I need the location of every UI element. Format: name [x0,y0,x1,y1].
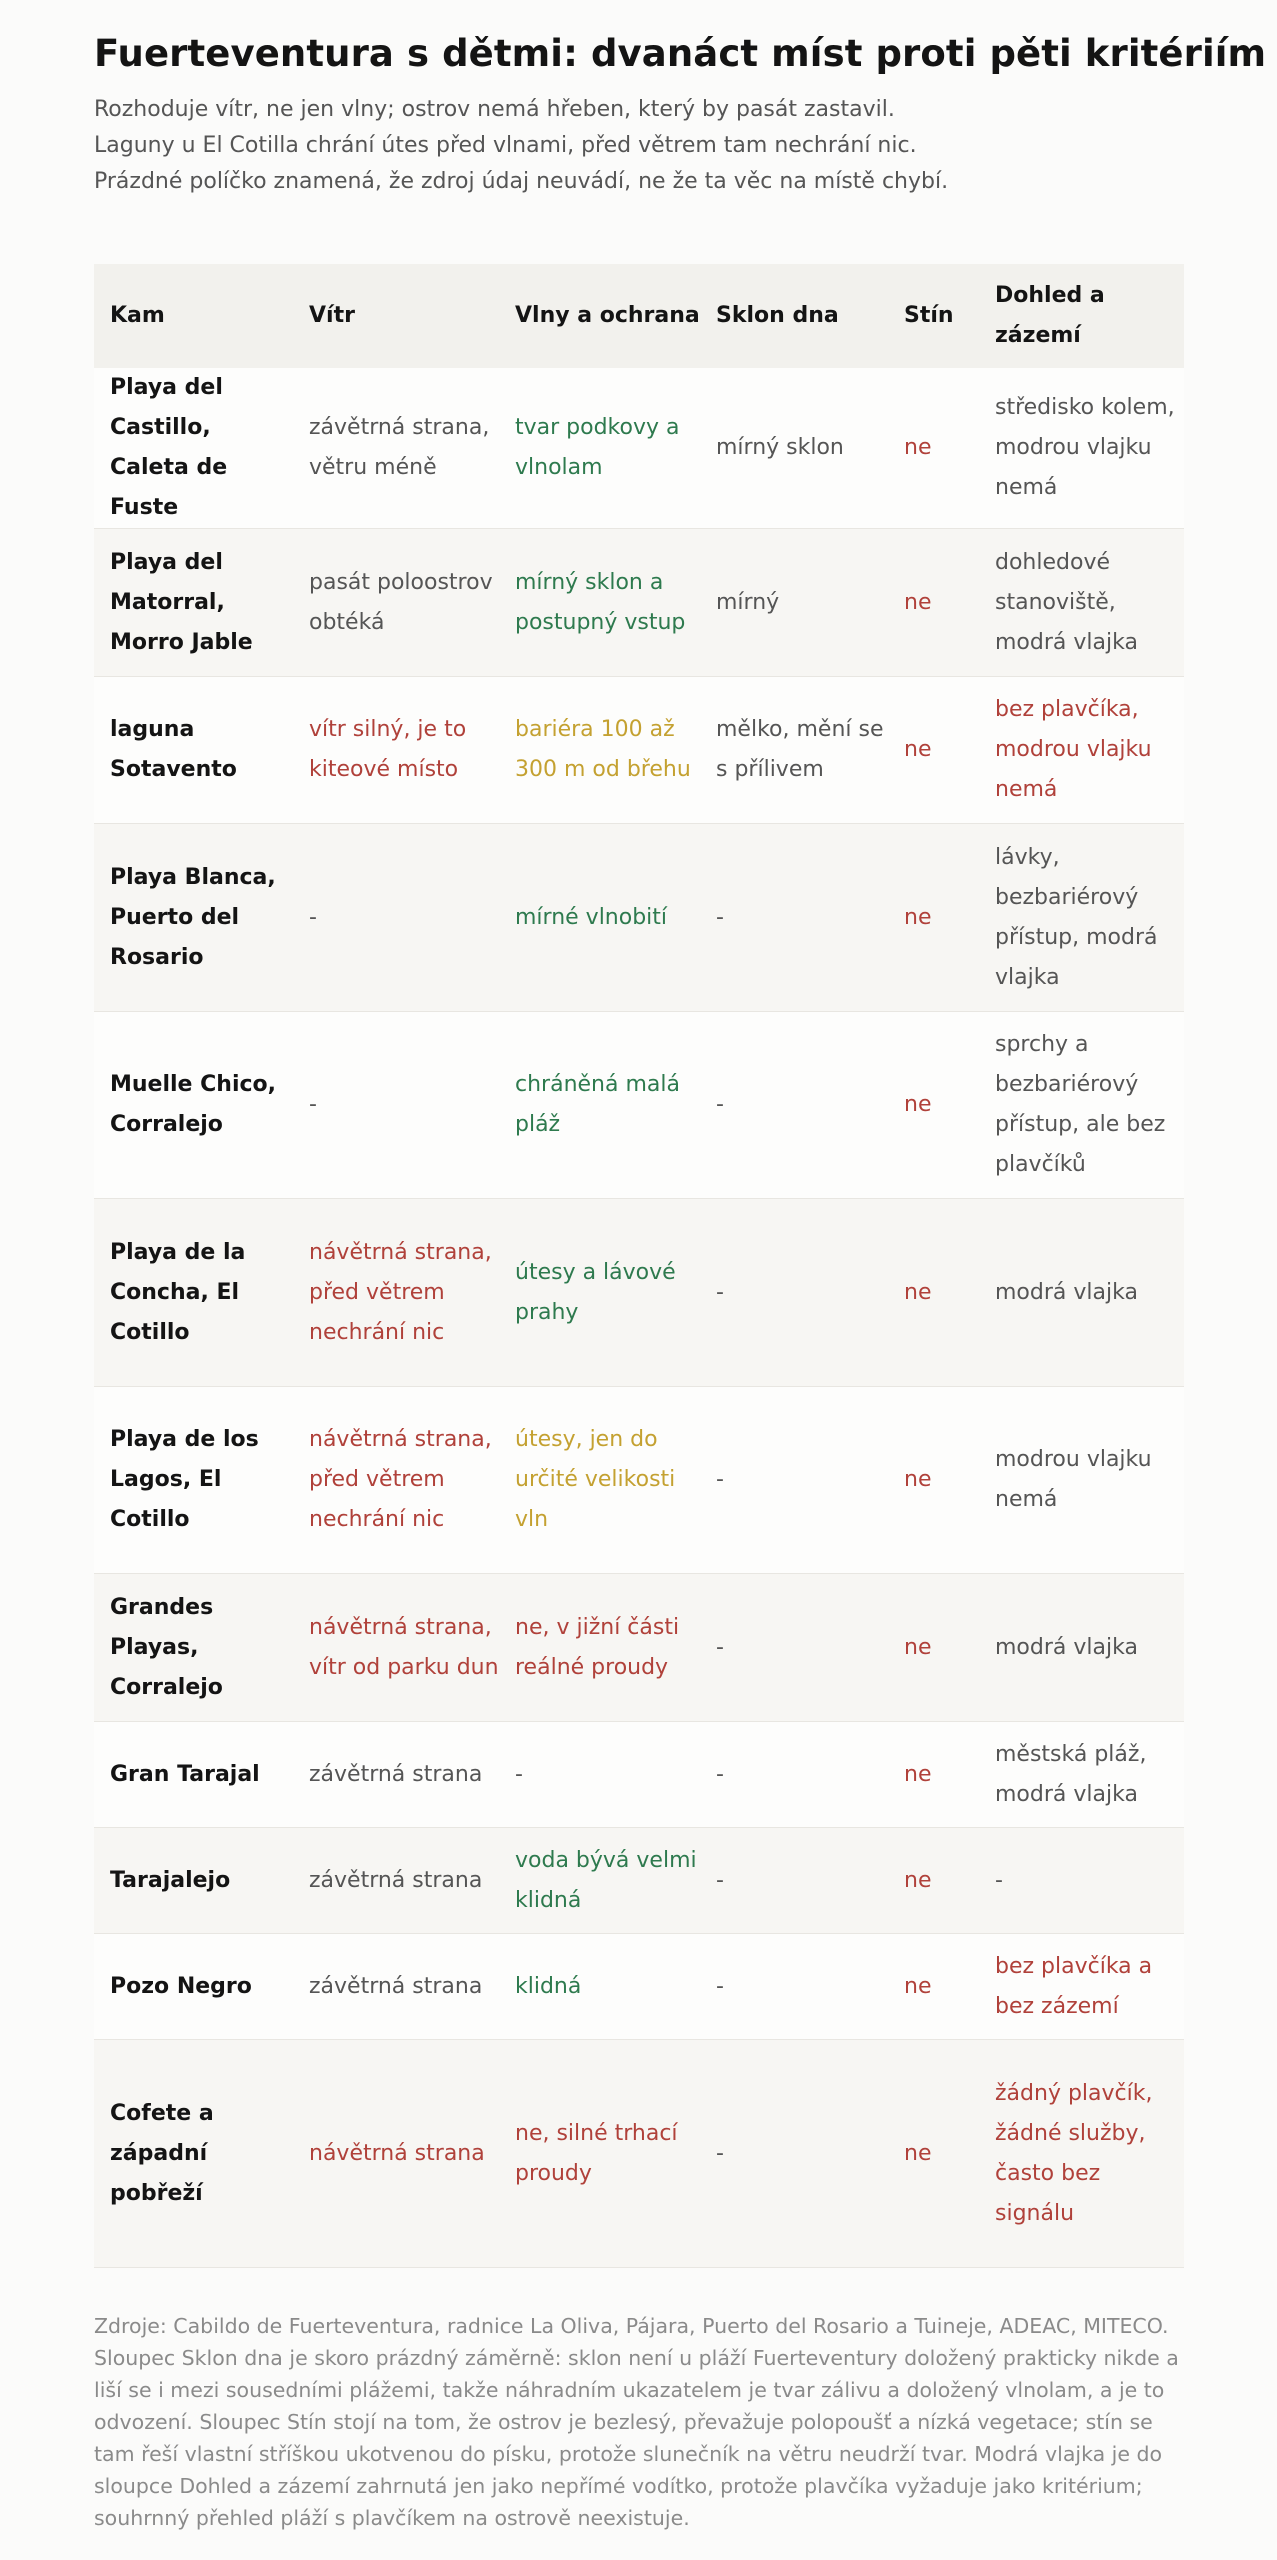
table-row [94,368,1184,529]
cell-wind: návětrná strana [309,2140,485,2166]
cell-slope: - [716,1761,724,1787]
column-header-wind: Vítr [293,264,499,368]
cell-slope: mírný sklon [716,435,844,460]
cell-wind: pasát poloostrov obtéká [309,569,493,635]
table-row [94,1828,1184,1934]
column-header-shade: Stín [888,264,979,368]
table-row [94,1934,1184,2040]
cell-slope: - [716,1092,724,1117]
cell-supervision: modrou vlajku nemá [995,1447,1152,1512]
table-row [94,529,1184,677]
table-row [94,1199,1184,1387]
cell-wind: závětrná strana [309,1973,483,1999]
cell-wind: návětrná strana, před větrem nechrání nic [309,1427,492,1532]
cell-wind: závětrná strana [309,1761,483,1787]
cell-supervision: sprchy a bezbariérový přístup, ale bez plavčíků [995,1032,1166,1177]
column-header-place: Kam [94,264,293,368]
table-row [94,824,1184,1012]
cell-shade: ne [904,1973,932,1999]
cell-place: Gran Tarajal [110,1761,260,1787]
cell-supervision: městská pláž, modrá vlajka [995,1741,1147,1807]
cell-supervision: lávky, bezbariérový přístup, modrá vlajka [995,844,1158,990]
cell-wind: - [309,1092,317,1117]
cell-waves: útesy a lávové prahy [515,1259,676,1325]
cell-place: Muelle Chico, Corralejo [110,1072,276,1137]
cell-slope: mělko, mění se s přílivem [716,717,884,782]
table-row [94,1574,1184,1722]
intro-line: Rozhoduje vítr, ne jen vlny; ostrov nemá hřeben, který by pasát zastavil. [94,97,895,122]
intro-line: Laguny u El Cotilla chrání útes před vlnami, před větrem tam nechrání nic. [94,133,917,158]
intro [94,92,1184,200]
cell-supervision: žádný plavčík, žádné služby, často bez signálu [995,2080,1153,2226]
cell-wind: návětrná strana, vítr od parku dun [309,1614,499,1680]
cell-shade: ne [904,1092,932,1117]
table-row [94,2040,1184,2268]
cell-shade: ne [904,1634,932,1660]
cell-slope: - [716,1973,724,1999]
page-title: Fuerteventura s dětmi: dvanáct míst proti pěti kritériím [94,32,1267,75]
cell-wind: - [309,904,317,930]
cell-waves: ne, silné trhací proudy [515,2120,678,2186]
cell-supervision: modrá vlajka [995,1634,1138,1660]
cell-supervision: modrá vlajka [995,1279,1138,1305]
intro-line: Prázdné políčko znamená, že zdroj údaj neuvádí, ne že ta věc na místě chybí. [94,169,949,194]
cell-wind: závětrná strana, větru méně [309,415,490,480]
cell-waves: chráněná malá pláž [515,1072,680,1137]
cell-slope: - [716,904,724,930]
cell-place: laguna Sotavento [110,717,237,782]
cell-waves: bariéra 100 až 300 m od břehu [515,717,691,782]
cell-shade: ne [904,1761,932,1787]
cell-waves: mírné vlnobití [515,904,668,930]
cell-place: Playa Blanca, Puerto del Rosario [110,864,276,970]
cell-shade: ne [904,589,932,615]
cell-waves: mírný sklon a postupný vstup [515,569,686,635]
cell-place: Playa de los Lagos, El Cotillo [110,1427,259,1532]
cell-slope: - [716,1279,724,1305]
cell-waves: voda bývá velmi klidná [515,1847,697,1913]
column-header-waves: Vlny a ochrana [499,264,700,368]
cell-place: Playa de la Concha, El Cotillo [110,1239,246,1345]
cell-place: Tarajalejo [110,1867,231,1893]
cell-shade: ne [904,2140,932,2166]
cell-wind: návětrná strana, před větrem nechrání nic [309,1239,492,1345]
table-header-row [94,264,1184,368]
cell-place: Cofete a západní pobřeží [110,2100,214,2206]
cell-slope: - [716,1467,724,1492]
cell-supervision: dohledové stanoviště, modrá vlajka [995,549,1138,655]
cell-supervision: - [995,1867,1003,1893]
cell-shade: ne [904,737,932,762]
cell-waves: ne, v jižní části reálné proudy [515,1614,680,1680]
cell-waves: útesy, jen do určité velikosti vln [515,1427,676,1532]
cell-slope: - [716,1634,724,1660]
cell-waves: - [515,1761,523,1787]
column-header-slope: Sklon dna [700,264,888,368]
cell-supervision: bez plavčíka a bez zázemí [995,1953,1153,2019]
cell-shade: ne [904,1867,932,1893]
cell-shade: ne [904,1467,932,1492]
comparison-table [94,264,1184,2268]
cell-place: Grandes Playas, Corralejo [110,1594,223,1700]
table-row [94,1722,1184,1828]
table-row [94,677,1184,824]
table-row [94,1012,1184,1199]
cell-supervision: středisko kolem, modrou vlajku nemá [995,395,1175,500]
cell-slope: - [716,2140,724,2166]
cell-slope: - [716,1867,724,1893]
cell-shade: ne [904,904,932,930]
cell-place: Pozo Negro [110,1973,252,1999]
cell-wind: závětrná strana [309,1867,483,1893]
cell-shade: ne [904,435,932,460]
table-row [94,1387,1184,1574]
cell-supervision: bez plavčíka, modrou vlajku nemá [995,697,1152,802]
cell-place: Playa del Matorral, Morro Jable [110,549,253,655]
cell-waves: tvar podkovy a vlnolam [515,415,680,480]
source-note: Zdroje: Cabildo de Fuerteventura, radnice La Oliva, Pájara, Puerto del Rosario a Tuineje, ADEAC, MITECO. Sloupec Sklon dna je skoro prázdný záměrně: sklon není u pláží Fuerteventury doložený prakticky nikde a liší se i mezi sousedními plážemi, takže náhradním ukazatelem je tvar zálivu a doložený vlnolam, a je to odvození. Sloupec Stín stojí na tom, že ostrov je bezlesý, převažuje polopoušť a nízká vegetace; stín se tam řeší vlastní stříškou ukotvenou do písku, protože slunečník na větru neudrží tvar. Modrá vlajka je do sloupce Dohled a zázemí zahrnutá jen jako nepřímé vodítko, protože plavčíka vyžaduje jako kritérium; souhrnný přehled pláží s plavčíkem na ostrově neexistuje. [94,2314,1179,2530]
cell-place: Playa del Castillo, Caleta de Fuste [110,375,228,520]
cell-shade: ne [904,1279,932,1305]
column-header-supervision: Dohled a zázemí [979,264,1184,368]
cell-wind: vítr silný, je to kiteové místo [309,717,467,782]
cell-waves: klidná [515,1973,582,1999]
cell-slope: mírný [716,589,780,615]
